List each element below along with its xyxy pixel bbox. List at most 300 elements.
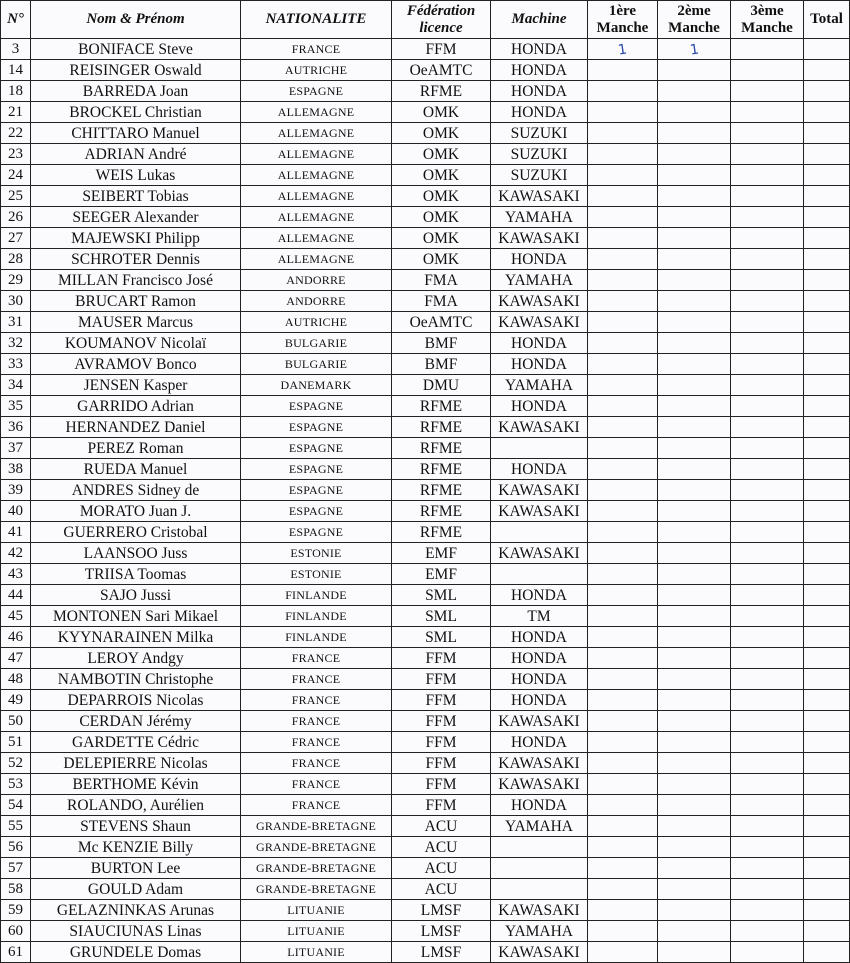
manche-1-score [588,711,658,732]
rider-number: 46 [1,627,31,648]
rider-name: SEIBERT Tobias [31,186,241,207]
header-num: N° [1,1,31,39]
manche-3-score [731,459,804,480]
total-score [804,270,850,291]
manche-3-score [731,396,804,417]
total-score [804,186,850,207]
rider-machine: HONDA [491,396,588,417]
rider-federation: LMSF [392,942,491,963]
manche-3-score [731,312,804,333]
rider-name: BERTHOME Kévin [31,774,241,795]
table-header [1,1,850,39]
manche-3-score [731,564,804,585]
handwritten-mark: 1 [616,40,629,59]
rider-federation: SML [392,627,491,648]
table-row [1,81,850,102]
rider-nationality: ESTONIE [241,564,392,585]
rider-machine: HONDA [491,249,588,270]
manche-2-score [658,39,731,60]
manche-1-score [588,942,658,963]
rider-federation: FFM [392,690,491,711]
table-row [1,543,850,564]
rider-federation: BMF [392,333,491,354]
rider-number: 30 [1,291,31,312]
table-body [1,39,850,963]
manche-3-score [731,732,804,753]
rider-federation: OeAMTC [392,312,491,333]
total-score [804,60,850,81]
rider-name: AVRAMOV Bonco [31,354,241,375]
total-score [804,438,850,459]
manche-3-score [731,690,804,711]
total-score [804,921,850,942]
rider-nationality: GRANDE-BRETAGNE [241,837,392,858]
rider-nationality: FRANCE [241,795,392,816]
rider-number: 29 [1,270,31,291]
manche-3-score [731,858,804,879]
manche-3-score [731,606,804,627]
rider-machine: HONDA [491,585,588,606]
rider-number: 37 [1,438,31,459]
header-federation-line2: licence [419,19,463,36]
rider-nationality: LITUANIE [241,900,392,921]
manche-2-score [658,165,731,186]
rider-machine: HONDA [491,459,588,480]
manche-2-score [658,228,731,249]
rider-machine: HONDA [491,690,588,711]
table-row [1,606,850,627]
rider-nationality: ESPAGNE [241,501,392,522]
table-row [1,333,850,354]
manche-2-score [658,102,731,123]
manche-1-score [588,396,658,417]
manche-3-score [731,165,804,186]
total-score [804,648,850,669]
manche-1-score [588,732,658,753]
manche-1-score [588,522,658,543]
rider-federation: OMK [392,207,491,228]
rider-number: 27 [1,228,31,249]
rider-machine: KAWASAKI [491,291,588,312]
manche-1-score [588,123,658,144]
rider-machine: KAWASAKI [491,228,588,249]
manche-1-score [588,627,658,648]
manche-3-score [731,942,804,963]
manche-2-score [658,249,731,270]
manche-3-score [731,228,804,249]
rider-nationality: AUTRICHE [241,312,392,333]
manche-2-score [658,837,731,858]
rider-number: 42 [1,543,31,564]
manche-3-score [731,207,804,228]
manche-3-score [731,753,804,774]
header-manche-3-line2: Manche [741,19,793,36]
rider-nationality: ALLEMAGNE [241,186,392,207]
rider-number: 34 [1,375,31,396]
rider-machine: YAMAHA [491,375,588,396]
rider-name: ADRIAN André [31,144,241,165]
manche-2-score [658,711,731,732]
rider-number: 32 [1,333,31,354]
rider-nationality: ESPAGNE [241,522,392,543]
rider-name: DELEPIERRE Nicolas [31,753,241,774]
manche-3-score [731,270,804,291]
manche-1-score [588,606,658,627]
rider-number: 21 [1,102,31,123]
header-federation-line1: Fédération [406,2,476,19]
table-row [1,774,850,795]
manche-3-score [731,438,804,459]
rider-name: MAJEWSKI Philipp [31,228,241,249]
manche-2-score [658,396,731,417]
rider-number: 40 [1,501,31,522]
rider-machine: HONDA [491,39,588,60]
manche-2-score [658,564,731,585]
table-row [1,375,850,396]
total-score [804,522,850,543]
rider-nationality: LITUANIE [241,942,392,963]
total-score [804,711,850,732]
rider-federation: OMK [392,228,491,249]
rider-nationality: GRANDE-BRETAGNE [241,816,392,837]
manche-1-score [588,543,658,564]
rider-federation: LMSF [392,900,491,921]
rider-federation: FFM [392,774,491,795]
table-row [1,921,850,942]
manche-1-score [588,585,658,606]
manche-3-score [731,522,804,543]
rider-federation: EMF [392,543,491,564]
manche-2-score [658,501,731,522]
manche-2-score [658,732,731,753]
table-row [1,417,850,438]
manche-1-score [588,375,658,396]
manche-2-score [658,774,731,795]
rider-name: BARREDA Joan [31,81,241,102]
table-row [1,879,850,900]
manche-1-score [588,144,658,165]
header-manche-1-line2: Manche [596,19,649,36]
rider-federation: OMK [392,165,491,186]
rider-name: RUEDA Manuel [31,459,241,480]
table-row [1,690,850,711]
rider-nationality: ESPAGNE [241,438,392,459]
manche-1-score [588,60,658,81]
rider-name: KOUMANOV Nicolaï [31,333,241,354]
total-score [804,795,850,816]
rider-machine: YAMAHA [491,816,588,837]
rider-machine: YAMAHA [491,207,588,228]
rider-number: 14 [1,60,31,81]
rider-nationality: ALLEMAGNE [241,144,392,165]
table-row [1,291,850,312]
table-row [1,438,850,459]
manche-3-score [731,879,804,900]
manche-2-score [658,186,731,207]
manche-1-score [588,858,658,879]
rider-number: 43 [1,564,31,585]
rider-nationality: ALLEMAGNE [241,249,392,270]
manche-2-score [658,375,731,396]
header-manche-3-line1: 3ème [750,2,784,19]
rider-nationality: FRANCE [241,711,392,732]
rider-number: 24 [1,165,31,186]
rider-machine: HONDA [491,81,588,102]
rider-machine: KAWASAKI [491,942,588,963]
manche-2-score [658,522,731,543]
rider-name: ROLANDO, Aurélien [31,795,241,816]
table-row [1,270,850,291]
total-score [804,732,850,753]
rider-name: SIAUCIUNAS Linas [31,921,241,942]
rider-name: CHITTARO Manuel [31,123,241,144]
manche-2-score [658,291,731,312]
manche-2-score [658,921,731,942]
rider-machine [491,837,588,858]
manche-1-score [588,39,658,60]
rider-federation: LMSF [392,921,491,942]
rider-machine: KAWASAKI [491,480,588,501]
rider-machine: HONDA [491,795,588,816]
total-score [804,396,850,417]
table-row [1,60,850,81]
rider-nationality: FRANCE [241,648,392,669]
rider-name: NAMBOTIN Christophe [31,669,241,690]
rider-machine: YAMAHA [491,921,588,942]
rider-name: BONIFACE Steve [31,39,241,60]
manche-3-score [731,354,804,375]
total-score [804,753,850,774]
rider-nationality: BULGARIE [241,354,392,375]
manche-3-score [731,585,804,606]
total-score [804,879,850,900]
total-score [804,459,850,480]
rider-name: MONTONEN Sari Mikael [31,606,241,627]
rider-nationality: GRANDE-BRETAGNE [241,879,392,900]
manche-3-score [731,795,804,816]
handwritten-mark: 1 [688,40,700,59]
rider-machine: YAMAHA [491,270,588,291]
total-score [804,228,850,249]
manche-1-score [588,648,658,669]
total-score [804,333,850,354]
manche-3-score [731,480,804,501]
rider-name: TRIISA Toomas [31,564,241,585]
manche-2-score [658,627,731,648]
rider-machine: SUZUKI [491,123,588,144]
manche-1-score [588,333,658,354]
manche-3-score [731,123,804,144]
rider-machine [491,522,588,543]
rider-number: 3 [1,39,31,60]
rider-federation: ACU [392,837,491,858]
rider-machine: KAWASAKI [491,753,588,774]
manche-3-score [731,333,804,354]
table-row [1,123,850,144]
rider-name: SEEGER Alexander [31,207,241,228]
table-row [1,669,850,690]
total-score [804,627,850,648]
rider-federation: ACU [392,879,491,900]
rider-nationality: ESPAGNE [241,81,392,102]
rider-federation: FFM [392,753,491,774]
rider-nationality: AUTRICHE [241,60,392,81]
rider-number: 38 [1,459,31,480]
rider-federation: RFME [392,459,491,480]
rider-nationality: FRANCE [241,732,392,753]
rider-number: 52 [1,753,31,774]
rider-number: 59 [1,900,31,921]
manche-1-score [588,228,658,249]
rider-nationality: FRANCE [241,690,392,711]
rider-federation: OeAMTC [392,60,491,81]
manche-3-score [731,417,804,438]
header-manche-1-line1: 1ère [608,2,637,19]
manche-1-score [588,354,658,375]
rider-name: REISINGER Oswald [31,60,241,81]
manche-3-score [731,249,804,270]
rider-nationality: ANDORRE [241,291,392,312]
rider-nationality: ALLEMAGNE [241,228,392,249]
rider-name: STEVENS Shaun [31,816,241,837]
manche-3-score [731,816,804,837]
table-row [1,480,850,501]
table-row [1,207,850,228]
rider-nationality: ESPAGNE [241,459,392,480]
rider-name: GRUNDELE Domas [31,942,241,963]
rider-machine [491,879,588,900]
rider-number: 36 [1,417,31,438]
total-score [804,837,850,858]
rider-federation: FFM [392,711,491,732]
rider-federation: ACU [392,858,491,879]
header-manche-2 [658,1,731,39]
manche-1-score [588,753,658,774]
manche-3-score [731,60,804,81]
rider-number: 26 [1,207,31,228]
manche-3-score [731,375,804,396]
manche-3-score [731,186,804,207]
rider-machine [491,438,588,459]
manche-3-score [731,669,804,690]
manche-2-score [658,333,731,354]
rider-federation: OMK [392,186,491,207]
manche-3-score [731,900,804,921]
manche-2-score [658,690,731,711]
rider-number: 60 [1,921,31,942]
manche-3-score [731,921,804,942]
manche-1-score [588,102,658,123]
rider-federation: SML [392,585,491,606]
rider-name: GARRIDO Adrian [31,396,241,417]
rider-number: 56 [1,837,31,858]
rider-nationality: FRANCE [241,753,392,774]
header-name: Nom & Prénom [31,1,241,39]
total-score [804,207,850,228]
rider-federation: FFM [392,732,491,753]
manche-3-score [731,144,804,165]
total-score [804,858,850,879]
rider-federation: FFM [392,39,491,60]
manche-1-score [588,669,658,690]
manche-3-score [731,291,804,312]
table-row [1,732,850,753]
rider-name: DEPARROIS Nicolas [31,690,241,711]
total-score [804,354,850,375]
rider-machine: SUZUKI [491,144,588,165]
rider-number: 39 [1,480,31,501]
table-row [1,627,850,648]
manche-3-score [731,837,804,858]
manche-1-score [588,207,658,228]
table-row [1,102,850,123]
manche-1-score [588,312,658,333]
header-manche-1 [588,1,658,39]
manche-3-score [731,774,804,795]
manche-1-score [588,690,658,711]
manche-1-score [588,879,658,900]
table-row [1,585,850,606]
rider-nationality: FINLANDE [241,585,392,606]
rider-nationality: ALLEMAGNE [241,102,392,123]
table-row [1,858,850,879]
rider-federation: OMK [392,144,491,165]
total-score [804,123,850,144]
header-nationality: NATIONALITE [241,1,392,39]
rider-machine: HONDA [491,648,588,669]
manche-2-score [658,480,731,501]
rider-nationality: FRANCE [241,39,392,60]
total-score [804,606,850,627]
rider-nationality: ALLEMAGNE [241,207,392,228]
manche-1-score [588,81,658,102]
rider-number: 23 [1,144,31,165]
rider-name: SAJO Jussi [31,585,241,606]
rider-federation: DMU [392,375,491,396]
table-row [1,459,850,480]
manche-1-score [588,564,658,585]
rider-number: 31 [1,312,31,333]
manche-3-score [731,39,804,60]
rider-number: 35 [1,396,31,417]
total-score [804,375,850,396]
rider-federation: OMK [392,123,491,144]
rider-number: 41 [1,522,31,543]
table-row [1,39,850,60]
manche-2-score [658,438,731,459]
rider-name: PEREZ Roman [31,438,241,459]
rider-machine: KAWASAKI [491,543,588,564]
rider-number: 47 [1,648,31,669]
manche-2-score [658,270,731,291]
rider-federation: OMK [392,102,491,123]
header-row [1,1,850,39]
manche-1-score [588,501,658,522]
rider-nationality: ANDORRE [241,270,392,291]
rider-name: JENSEN Kasper [31,375,241,396]
manche-1-score [588,291,658,312]
rider-machine: KAWASAKI [491,711,588,732]
rider-machine: HONDA [491,354,588,375]
rider-machine: HONDA [491,732,588,753]
rider-name: ANDRES Sidney de [31,480,241,501]
rider-number: 18 [1,81,31,102]
total-score [804,585,850,606]
rider-name: SCHROTER Dennis [31,249,241,270]
table-row [1,648,850,669]
rider-machine [491,564,588,585]
rider-number: 50 [1,711,31,732]
